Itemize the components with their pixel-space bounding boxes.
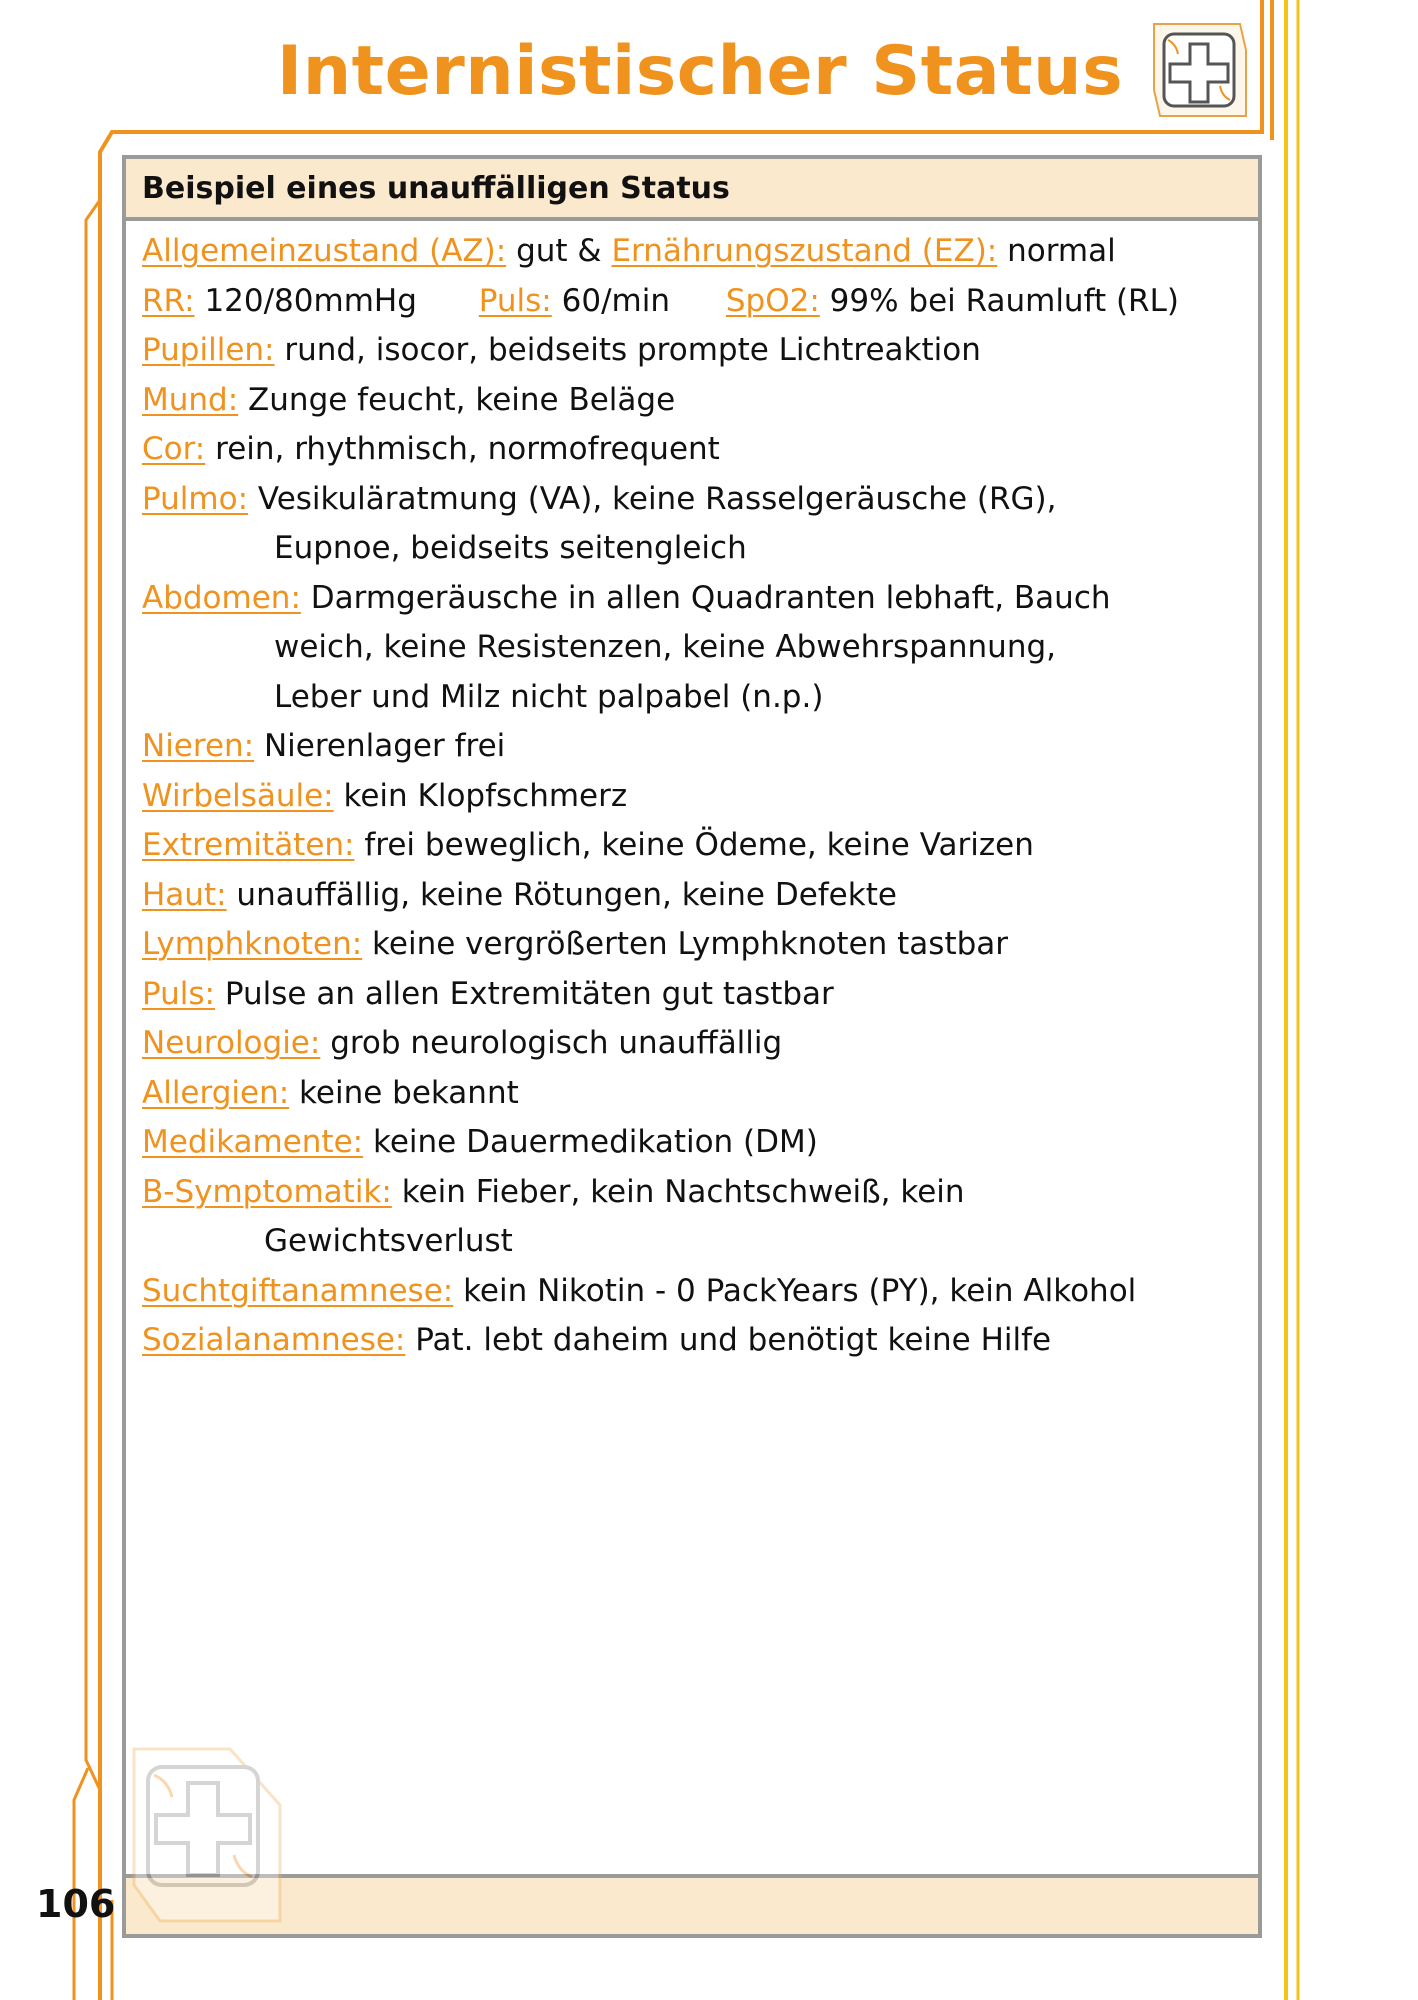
value-pulse: Pulse an allen Extremitäten gut tastbar	[224, 975, 834, 1012]
value-pupillen: rund, isocor, beidseits prompte Lichtreaktion	[284, 332, 981, 368]
label-neurologie: Neurologie:	[142, 1025, 321, 1061]
value-wirbelsaeule: kein Klopfschmerz	[343, 777, 628, 814]
entry-pulse	[142, 970, 1258, 1020]
entry-pulmo-continued	[142, 524, 1258, 574]
entry-b-symptomatik	[142, 1168, 1258, 1218]
label-nieren: Nieren:	[142, 728, 255, 764]
status-entries	[126, 221, 1258, 1366]
value-neurologie: grob neurologisch unauffällig	[330, 1025, 783, 1061]
entry-haut	[142, 871, 1258, 921]
value-lymphknoten: keine vergrößerten Lymphknoten tastbar	[372, 926, 1009, 962]
label-sozialanamnese: Sozialanamnese:	[142, 1322, 406, 1358]
label-pulse: Puls:	[142, 975, 216, 1012]
entry-abdomen	[142, 574, 1258, 624]
label-b-symptomatik: B-Symptomatik:	[142, 1173, 392, 1210]
entry-nieren	[142, 722, 1258, 772]
value-spo2: 99% bei Raumluft (RL)	[829, 282, 1179, 319]
entry-abdomen-continued-2	[142, 673, 1258, 723]
label-lymphknoten: Lymphknoten:	[142, 926, 363, 962]
value-allgemeinzustand: gut &	[516, 233, 602, 269]
label-mund: Mund:	[142, 381, 239, 418]
entry-abdomen-continued-1	[142, 623, 1258, 673]
value-abdomen-line-3: Leber und Milz nicht palpabel (n.p.)	[274, 678, 824, 715]
entry-az-ez	[142, 227, 1258, 277]
label-cor: Cor:	[142, 431, 206, 467]
entry-mund	[142, 376, 1258, 426]
value-b-symptomatik-line-2: Gewichtsverlust	[264, 1223, 513, 1259]
value-abdomen-line-1: Darmgeräusche in allen Quadranten lebhaft, Bauch	[310, 579, 1111, 616]
entry-neurologie	[142, 1019, 1258, 1069]
value-haut: unauffällig, keine Rötungen, keine Defekte	[236, 876, 897, 913]
entry-pupillen	[142, 326, 1258, 376]
label-haut: Haut:	[142, 876, 227, 913]
entry-allergien	[142, 1069, 1258, 1119]
label-allgemeinzustand: Allgemeinzustand (AZ):	[142, 233, 507, 269]
value-cor: rein, rhythmisch, normofrequent	[215, 431, 720, 467]
card-footer	[126, 1874, 1258, 1934]
status-card	[122, 155, 1262, 1938]
value-suchtgiftanamnese: kein Nikotin - 0 PackYears (PY), kein Alkohol	[463, 1272, 1137, 1309]
label-pulmo: Pulmo:	[142, 480, 249, 517]
entry-vitals	[142, 277, 1258, 327]
entry-medikamente	[142, 1118, 1258, 1168]
page-number: 106	[36, 1882, 116, 1926]
entry-wirbelsaeule	[142, 772, 1258, 822]
value-rr: 120/80mmHg	[204, 282, 417, 319]
label-rr: RR:	[142, 282, 195, 319]
entry-b-symptomatik-continued	[142, 1217, 1258, 1267]
value-extremitaeten: frei beweglich, keine Ödeme, keine Varizen	[364, 827, 1034, 863]
value-mund: Zunge feucht, keine Beläge	[248, 381, 676, 418]
medical-cross-logo-top	[1150, 20, 1250, 124]
label-wirbelsaeule: Wirbelsäule:	[142, 777, 334, 814]
entry-pulmo	[142, 475, 1258, 525]
value-abdomen-line-2: weich, keine Resistenzen, keine Abwehrspannung,	[274, 629, 1057, 665]
entry-lymphknoten	[142, 920, 1258, 970]
label-allergien: Allergien:	[142, 1074, 290, 1111]
label-puls: Puls:	[478, 282, 552, 319]
value-medikamente: keine Dauermedikation (DM)	[372, 1124, 818, 1160]
entry-cor	[142, 425, 1258, 475]
label-ernaehrungszustand: Ernährungszustand (EZ):	[611, 233, 998, 269]
entry-extremitaeten	[142, 821, 1258, 871]
value-nieren: Nierenlager frei	[263, 728, 506, 764]
value-puls: 60/min	[561, 282, 670, 319]
page-title: Internistischer Status	[276, 32, 1124, 111]
label-extremitaeten: Extremitäten:	[142, 827, 355, 863]
value-sozialanamnese: Pat. lebt daheim und benötigt keine Hilfe	[415, 1322, 1052, 1358]
label-medikamente: Medikamente:	[142, 1124, 364, 1160]
card-header: Beispiel eines unauffälligen Status	[126, 159, 1258, 221]
value-b-symptomatik-line-1: kein Fieber, kein Nachtschweiß, kein	[401, 1173, 965, 1210]
medical-cross-watermark	[130, 1745, 290, 1925]
value-allergien: keine bekannt	[299, 1074, 519, 1111]
entry-sozialanamnese	[142, 1316, 1258, 1366]
label-pupillen: Pupillen:	[142, 332, 275, 368]
value-pulmo-line-2: Eupnoe, beidseits seitengleich	[274, 530, 747, 566]
value-pulmo-line-1: Vesikuläratmung (VA), keine Rasselgeräusche (RG),	[257, 480, 1057, 517]
label-suchtgiftanamnese: Suchtgiftanamnese:	[142, 1272, 454, 1309]
label-abdomen: Abdomen:	[142, 579, 301, 616]
frame-line-left-inner	[86, 200, 100, 1790]
entry-suchtgiftanamnese	[142, 1267, 1258, 1317]
value-ernaehrungszustand: normal	[1007, 233, 1116, 269]
label-spo2: SpO2:	[725, 282, 820, 319]
